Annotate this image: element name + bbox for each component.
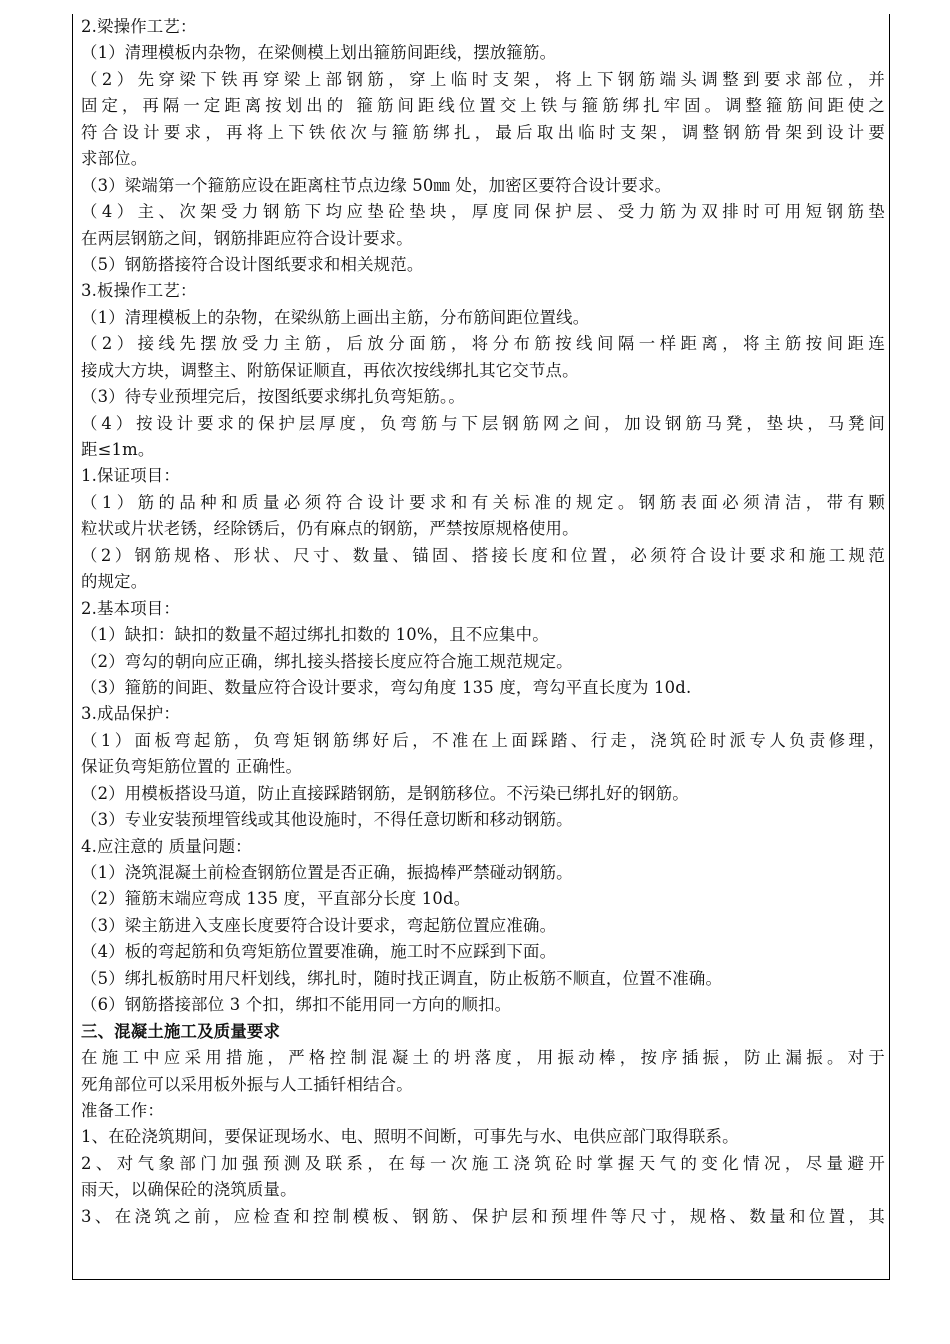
text-line: 距≤1m。 — [81, 440, 155, 459]
text-line: （1）缺扣：缺扣的数量不超过绑扎扣数的 10%，且不应集中。 — [81, 625, 549, 645]
text-line: 雨天，以确保砼的浇筑质量。 — [81, 1180, 297, 1200]
text-line: （1）筋的品种和质量必须符合设计要求和有关标准的规定。钢筋表面必须清洁，带有颗 — [81, 492, 885, 512]
text-line: 2.基本项目： — [81, 598, 180, 618]
text-line: （2）钢筋规格、形状、尺寸、数量、锚固、搭接长度和位置，必须符合设计要求和施工规范 — [81, 545, 885, 565]
text-line: （2）用模板搭设马道，防止直接踩踏钢筋，是钢筋移位。不污染已绑扎好的钢筋。 — [81, 783, 689, 803]
text-line: （3）箍筋的间距、数量应符合设计要求，弯勾角度 135 度，弯勾平直长度为 10d. — [81, 677, 692, 697]
text-line: （3）待专业预埋完后，按图纸要求绑扎负弯矩筋。。 — [81, 387, 466, 407]
text-line: （2）弯勾的朝向应正确，绑扎接头搭接长度应符合施工规范规定。 — [81, 651, 573, 671]
text-line: 固定，再隔一定距离按划出的 箍筋间距线位置交上铁与箍筋绑扎牢固。调整箍筋间距使之 — [81, 96, 885, 116]
text-line: （2）箍筋末端应弯成 135 度，平直部分长度 10d。 — [81, 889, 471, 909]
text-line: （2）先穿梁下铁再穿梁上部钢筋，穿上临时支架，将上下钢筋端头调整到要求部位，并 — [81, 69, 885, 89]
text-line: （5）钢筋搭接符合设计图纸要求和相关规范。 — [81, 254, 424, 274]
text-line: （3）专业安装预埋管线或其他设施时，不得任意切断和移动钢筋。 — [81, 810, 573, 830]
text-line: 在施工中应采用措施，严格控制混凝土的坍落度，用振动棒，按序插振，防止漏振。对于 — [81, 1048, 885, 1068]
text-line: 2.梁操作工艺： — [81, 17, 197, 36]
text-line: （4）板的弯起筋和负弯矩筋位置要准确，施工时不应踩到下面。 — [81, 942, 557, 962]
text-line: 准备工作： — [81, 1100, 164, 1120]
text-line: （1）面板弯起筋，负弯矩钢筋绑好后，不准在上面踩踏、行走，浇筑砼时派专人负责修理， — [81, 730, 885, 750]
text-line: （2）接线先摆放受力主筋，后放分面筋，将分布筋按线间隔一样距离，将主筋按间距连 — [81, 334, 885, 354]
text-line: （4）按设计要求的保护层厚度，负弯筋与下层钢筋网之间，加设钢筋马凳，垫块，马凳间 — [81, 413, 885, 433]
text-line: 1、在砼浇筑期间，要保证现场水、电、照明不间断，可事先与水、电供应部门取得联系。 — [81, 1127, 739, 1147]
text-line: 符合设计要求，再将上下铁依次与箍筋绑扎，最后取出临时支架，调整钢筋骨架到设计要 — [81, 122, 885, 142]
text-line: 保证负弯矩筋位置的 正确性。 — [81, 757, 303, 777]
text-line: 1.保证项目： — [81, 466, 180, 486]
text-line: 接成大方块，调整主、附筋保证顺直，再依次按线绑扎其它交节点。 — [81, 360, 579, 380]
text-line: 粒状或片状老锈，经除锈后，仍有麻点的钢筋，严禁按原规格使用。 — [81, 519, 579, 539]
text-line: （3）梁主筋进入支座长度要符合设计要求，弯起筋位置应准确。 — [81, 915, 557, 935]
document-body — [81, 14, 885, 1230]
text-line: （1）浇筑混凝土前检查钢筋位置是否正确，振捣棒严禁碰动钢筋。 — [81, 863, 573, 882]
text-line: （5）绑扎板筋时用尺杆划线，绑扎时，随时找正调直，防止板筋不顺直，位置不准确。 — [81, 968, 723, 988]
text-line: （1）清理模板内杂物，在梁侧模上划出箍筋间距线，摆放箍筋。 — [81, 43, 557, 63]
text-line: 的规定。 — [81, 572, 148, 592]
text-line: 3.成品保护： — [81, 704, 180, 724]
text-line: （6）钢筋搭接部位 3 个扣，绑扣不能用同一方向的顺扣。 — [81, 995, 512, 1015]
text-line: 死角部位可以采用板外振与人工插钎相结合。 — [81, 1074, 413, 1094]
text-line: 3.板操作工艺： — [81, 281, 197, 301]
text-line: （3）梁端第一个箍筋应设在距离柱节点边缘 50㎜ 处，加密区要符合设计要求。 — [81, 175, 672, 195]
text-line: 3、在浇筑之前，应检查和控制模板、钢筋、保护层和预埋件等尺寸，规格、数量和位置，其 — [81, 1206, 885, 1226]
text-line: 在两层钢筋之间，钢筋排距应符合设计要求。 — [81, 228, 413, 248]
text-line: 求部位。 — [81, 149, 148, 169]
text-line: 2、对气象部门加强预测及联系，在每一次施工浇筑砼时掌握天气的变化情况，尽量避开 — [81, 1153, 885, 1173]
text-line: （1）清理模板上的杂物，在梁纵筋上画出主筋，分布筋间距位置线。 — [81, 307, 590, 327]
text-line: 4.应注意的 质量问题： — [81, 836, 252, 856]
text-line: （4）主、次架受力钢筋下均应垫砼垫块，厚度同保护层、受力筋为双排时可用短钢筋垫 — [81, 202, 885, 222]
section-heading: 三、混凝土施工及质量要求 — [81, 1021, 281, 1041]
